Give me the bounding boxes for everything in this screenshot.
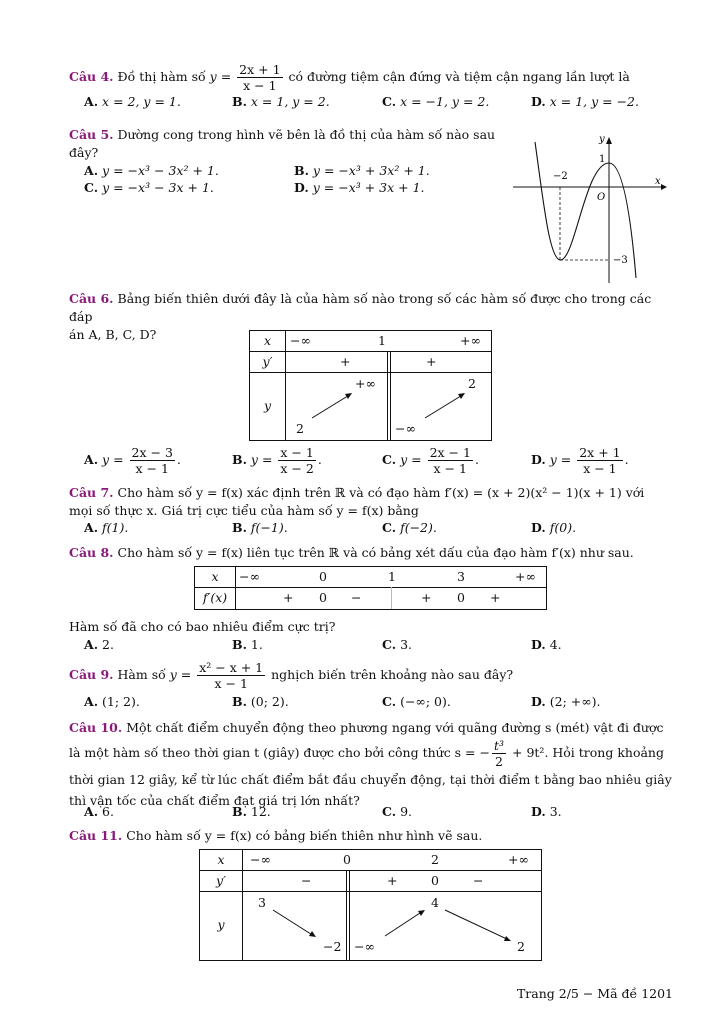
q6-option-d: D. y = $\frac{2x + 1}{x - 1}$ . [531, 445, 629, 476]
q11-stem: Câu 11. Cho hàm số y = f(x) có bảng biến thiên như hình vẽ sau. [69, 828, 483, 843]
q8-zero-1: 0 [319, 590, 327, 605]
graph-tick-minus3: −3 [613, 255, 628, 266]
q6-value-plus-inf: +∞ [355, 376, 376, 391]
q6-sign-1: + [340, 354, 351, 369]
y-axis-arrow-icon [606, 137, 612, 144]
q6-x-1: 1 [378, 333, 386, 348]
q11-x-0: 0 [343, 852, 351, 867]
q8-x-plus-inf: +∞ [515, 569, 536, 584]
q11-zero: 0 [431, 873, 439, 888]
q8-sign-2: − [351, 590, 362, 605]
q7-label: Câu 7. [69, 485, 114, 500]
q7-option-b: B. f(−1). [232, 520, 288, 535]
q6-value-2-bottom: 2 [296, 421, 304, 436]
q4-post: có đường tiệm cận đứng và tiệm cận ngang lần lượt là [284, 69, 630, 84]
q9-fraction: $\frac{\text{x² − x + 1}}{x - 1}$ [199, 660, 264, 691]
q11-sign-1: − [301, 873, 312, 888]
q4-pre: Đồ thị hàm số [117, 69, 210, 84]
q11-label: Câu 11. [69, 828, 123, 843]
q9-label: Câu 9. [69, 667, 114, 682]
q6-variation-table [249, 330, 492, 441]
q6-text2: án A, B, C, D? [69, 327, 157, 342]
q8-text1: Cho hàm số y = f(x) liên tục trên ℝ và có bảng xét dấu của đạo hàm f′(x) như sau. [117, 545, 634, 560]
q8-option-a: A. 2. [84, 637, 114, 652]
q9-stem: Câu 9. Hàm số y = $\frac{\text{x² − x + 1}}{x - 1}$ nghịch biến trên khoảng nào sau đây? [69, 660, 514, 691]
q8-x-1: 1 [388, 569, 396, 584]
q11-sign-3: − [473, 873, 484, 888]
page-footer: Trang 2/5 − Mã đề 1201 [516, 986, 673, 1001]
q10-option-b: B. 12. [232, 804, 271, 819]
q10-label: Câu 10. [69, 720, 123, 735]
q6-option-b: B. y = $\frac{x - 1}{x - 2}$ . [232, 445, 322, 476]
q11-value-2: 2 [517, 939, 525, 954]
q8-label: Câu 8. [69, 545, 114, 560]
q8-sign-1: + [283, 590, 294, 605]
x-axis-arrow-icon [661, 184, 667, 190]
q5-label: Câu 5. [69, 127, 114, 142]
graph-tick-1: 1 [599, 154, 606, 165]
q5-text2: đây? [69, 145, 99, 160]
q11-x-2: 2 [431, 852, 439, 867]
q10-option-d: D. 3. [531, 804, 562, 819]
q10-stem: Câu 10. Một chất điểm chuyển động theo phương ngang với quãng đường s (mét) vật đi được là một hàm số theo thời gian t (giây) được cho bởi công thức s = − $\frac{\text{t³}}{2}$ + 9t². Hỏi trong khoảng thời gian 12 giây, kể từ lúc chất điểm bắt đầu chuyển động, tại thời điểm t bằng bao nhiêu giây thì vận tốc của chất điểm đạt giá trị lớn nhất? [69, 720, 672, 808]
q9-option-b: B. (0; 2). [232, 694, 289, 709]
q8-x-3: 3 [457, 569, 465, 584]
graph-ylabel: y [599, 134, 605, 145]
q5-option-a: A. y = −x³ − 3x² + 1. [84, 163, 219, 178]
q6-x-header: x [263, 333, 272, 348]
q6-y-header: y [263, 398, 272, 413]
q6-sign-2: + [426, 354, 437, 369]
q8-option-d: D. 4. [531, 637, 562, 652]
q7-text2: mọi số thực x. Giá trị cực tiểu của hàm số y = f(x) bằng [69, 503, 419, 518]
q7-option-a: A. f(1). [84, 520, 129, 535]
q6-yprime-header: y′ [262, 354, 273, 369]
q8-sign-table [194, 566, 547, 610]
q8-fprime-header: f′(x) [202, 590, 228, 605]
q8-sign-3: + [421, 590, 432, 605]
q11-sign-2: + [387, 873, 398, 888]
q4-label: Câu 4. [69, 69, 114, 84]
q11-y-header: y [217, 917, 225, 932]
q7-stem [69, 484, 673, 520]
graph-xlabel: x [655, 176, 661, 187]
q8-x-minus-inf: −∞ [239, 569, 260, 584]
q8-stem [69, 544, 673, 562]
q4-den: x − 1 [243, 78, 277, 93]
q8-option-b: B. 1. [232, 637, 263, 652]
q7-text1: Cho hàm số y = f(x) xác định trên ℝ và có đạo hàm f′(x) = (x + 2)(x² − 1)(x + 1) với [117, 485, 645, 500]
q4-fraction [237, 62, 282, 93]
q9-option-c: C. (−∞; 0). [382, 694, 451, 709]
q5-option-d: D. y = −x³ + 3x + 1. [294, 180, 425, 195]
q5-text1: Dường cong trong hình vẽ bên là đồ thị của hàm số nào sau [117, 127, 496, 142]
q11-value-4: 4 [431, 895, 439, 910]
q4-num: 2x + 1 [239, 62, 281, 77]
q11-x-minus-inf: −∞ [250, 852, 271, 867]
q9-option-a: A. (1; 2). [84, 694, 140, 709]
q6-x-minus-inf: −∞ [290, 333, 311, 348]
q9-option-d: D. (2; +∞). [531, 694, 601, 709]
q8-question: Hàm số đã cho có bao nhiêu điểm cực trị? [69, 619, 336, 634]
q8-zero-2: 0 [457, 590, 465, 605]
q8-option-c: C. 3. [382, 637, 413, 652]
q11-yprime-header: y′ [216, 873, 226, 888]
q6-option-a: A. y = $\frac{2x - 3}{x - 1}$ . [84, 445, 181, 476]
q6-value-minus-inf: −∞ [395, 421, 416, 436]
q4-option-c: C. x = −1, y = 2. [382, 94, 490, 109]
q11-variation-table [199, 849, 542, 961]
q7-option-c: C. f(−2). [382, 520, 437, 535]
q4-y: y = [209, 69, 236, 84]
graph-origin: O [597, 192, 606, 203]
q11-value-minus-inf: −∞ [354, 939, 375, 954]
q6-x-plus-inf: +∞ [460, 333, 481, 348]
q10-option-c: C. 9. [382, 804, 413, 819]
q11-x-header: x [217, 852, 225, 867]
q5-option-c: C. y = −x³ − 3x + 1. [84, 180, 214, 195]
q6-label: Câu 6. [69, 291, 114, 306]
q11-value-minus2: −2 [323, 939, 342, 954]
q6-option-c: C. y = $\frac{2x - 1}{x - 1}$ . [382, 445, 479, 476]
q10-option-a: A. 6. [84, 804, 114, 819]
q4-stem [69, 62, 673, 93]
q4-option-b: B. x = 1, y = 2. [232, 94, 330, 109]
q11-x-plus-inf: +∞ [508, 852, 529, 867]
graph-tick-minus2: −2 [553, 171, 568, 182]
q8-x-header: x [211, 569, 219, 584]
q4-option-a: A. x = 2, y = 1. [84, 94, 181, 109]
q5-option-b: B. y = −x³ + 3x² + 1. [294, 163, 430, 178]
q5-graph [505, 128, 675, 288]
q4-option-d: D. x = 1, y = −2. [531, 94, 639, 109]
q8-sign-4: + [490, 590, 501, 605]
q5-stem [69, 126, 505, 162]
q7-option-d: D. f(0). [531, 520, 577, 535]
q6-text1: Bảng biến thiên dưới đây là của hàm số nào trong số các hàm số được cho trong các đáp [69, 291, 652, 324]
q11-value-3: 3 [258, 895, 266, 910]
q8-x-0: 0 [319, 569, 327, 584]
q6-value-2-top: 2 [468, 376, 476, 391]
